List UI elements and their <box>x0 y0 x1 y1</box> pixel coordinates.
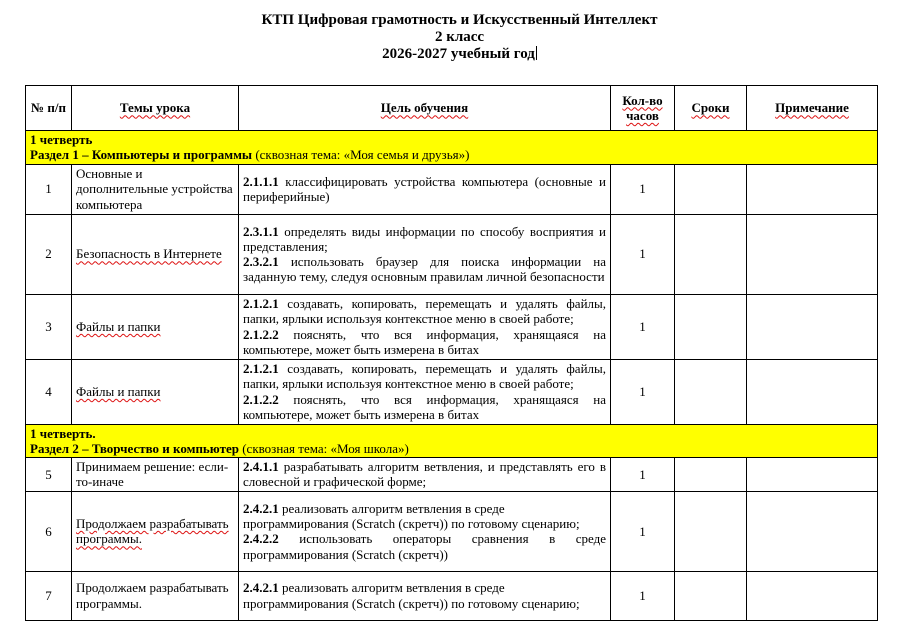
goal-text: использовать операторы сравнения в среде программирования (Scratch (скретч)) <box>243 531 606 562</box>
goal-code: 2.1.2.1 <box>243 361 279 376</box>
goal-item <box>243 580 606 611</box>
col-header-dates <box>675 86 747 131</box>
goal-text: разрабатывать алгоритм ветвления, и представлять его в словесной и графической форме; <box>243 459 607 490</box>
lesson-hours: 1 <box>611 359 675 424</box>
lesson-goal <box>239 294 611 359</box>
lesson-hours: 1 <box>611 164 675 214</box>
section-quarter: 1 четверть <box>30 132 93 147</box>
lesson-hours: 1 <box>611 491 675 571</box>
lesson-topic-text: Файлы и папки <box>76 383 161 399</box>
lesson-note[interactable] <box>747 214 878 294</box>
lesson-topic <box>72 491 239 571</box>
lesson-plan-table <box>25 85 878 621</box>
lesson-hours: 1 <box>611 294 675 359</box>
goal-code: 2.4.2.1 <box>243 500 279 516</box>
goal-item <box>243 296 606 327</box>
section-heading <box>30 441 873 456</box>
goal-text: создавать, копировать, перемещать и удалять файлы, папки, ярлыки используя контекстное меню в своей работе; <box>243 361 607 392</box>
section-row <box>26 424 878 458</box>
row-number: 7 <box>26 571 72 620</box>
goal-text: реализовать алгоритм ветвления в среде программирования (Scratch (скретч)) по готовому сценарию; <box>243 500 580 531</box>
goal-code: 2.1.2.2 <box>243 326 279 342</box>
lesson-dates[interactable] <box>675 491 747 571</box>
document-header <box>0 12 919 63</box>
lesson-dates[interactable] <box>675 294 747 359</box>
lesson-topic: Продолжаем разрабатывать программы. <box>72 571 239 620</box>
goal-code: 2.1.2.2 <box>243 391 279 407</box>
col-header-topic <box>72 86 239 131</box>
col-header-note <box>747 86 878 131</box>
goal-code: 2.4.2.2 <box>243 531 279 547</box>
lesson-hours: 1 <box>611 571 675 620</box>
lesson-goal <box>239 359 611 424</box>
school-year: 2026-2027 учебный год <box>382 46 535 62</box>
goal-text: определять виды информации по способу восприятия и представления; <box>243 223 607 254</box>
col-header-dates-label: Сроки <box>691 100 730 116</box>
section-title: Раздел 1 – Компьютеры и программы <box>30 147 253 163</box>
row-number: 5 <box>26 458 72 492</box>
lesson-note[interactable] <box>747 491 878 571</box>
lesson-hours: 1 <box>611 214 675 294</box>
goal-code: 2.4.1.1 <box>243 459 279 475</box>
lesson-dates[interactable] <box>675 164 747 214</box>
row-number: 4 <box>26 359 72 424</box>
section-row <box>26 131 878 165</box>
section-theme: (сквозная тема: «Моя семья и друзья») <box>255 147 470 163</box>
lesson-note[interactable] <box>747 294 878 359</box>
col-header-topic-label: Темы урока <box>119 100 191 116</box>
row-number: 1 <box>26 164 72 214</box>
goal-text: использовать браузер для поиска информации на заданную тему, следуя основным правилам личной безопасности <box>243 254 607 285</box>
grade-label: 2 класс <box>434 29 485 45</box>
table-row <box>26 458 878 492</box>
lesson-goal <box>239 571 611 620</box>
section-title: Раздел 2 – Творчество и компьютер <box>30 440 239 456</box>
lesson-topic <box>72 214 239 294</box>
col-header-hours-label: Кол-во часов <box>622 92 663 123</box>
goal-code: 2.3.1.1 <box>243 223 279 239</box>
lesson-goal <box>239 214 611 294</box>
goal-code: 2.4.2.1 <box>243 580 279 596</box>
section-cell <box>26 424 878 458</box>
col-header-goal <box>239 86 611 131</box>
lesson-topic: Основные и дополнительные устройства компьютера <box>72 164 239 214</box>
lesson-hours: 1 <box>611 458 675 492</box>
section-quarter: 1 четверть. <box>30 425 96 441</box>
goal-code: 2.1.2.1 <box>243 296 279 311</box>
goal-text: создавать, копировать, перемещать и удалять файлы, папки, ярлыки используя контекстное меню в своей работе; <box>243 296 607 327</box>
lesson-goal <box>239 164 611 214</box>
lesson-topic-text: Безопасность в Интернете <box>76 246 222 262</box>
lesson-note[interactable] <box>747 164 878 214</box>
goal-code: 2.1.1.1 <box>243 173 279 189</box>
table-row <box>26 571 878 620</box>
table-row <box>26 294 878 359</box>
goal-text: классифицировать устройства компьютера (основные и периферийные) <box>243 173 606 205</box>
table-row <box>26 491 878 571</box>
goal-item <box>243 174 606 205</box>
lesson-note[interactable] <box>747 571 878 620</box>
year-line <box>0 46 919 63</box>
row-number: 2 <box>26 214 72 294</box>
section-cell <box>26 131 878 165</box>
lesson-topic: Принимаем решение: если-то-иначе <box>72 458 239 492</box>
section-heading <box>30 147 873 162</box>
table-row <box>26 214 878 294</box>
goal-item <box>243 392 606 423</box>
table-row <box>26 359 878 424</box>
goal-item <box>243 224 606 255</box>
goal-item <box>243 254 606 285</box>
lesson-note[interactable] <box>747 359 878 424</box>
goal-item <box>243 531 606 562</box>
goal-text: пояснять, что вся информация, хранящаяся на компьютере, может быть измерена в битах <box>243 326 607 357</box>
col-header-goal-label: Цель обучения <box>380 100 469 116</box>
lesson-goal <box>239 491 611 571</box>
goal-item <box>243 501 606 532</box>
col-header-hours <box>611 86 675 131</box>
lesson-note[interactable] <box>747 458 878 492</box>
goal-item <box>243 327 606 358</box>
lesson-topic-text: Файлы и папки <box>76 318 161 334</box>
row-number: 3 <box>26 294 72 359</box>
goal-text: пояснять, что вся информация, хранящаяся на компьютере, может быть измерена в битах <box>243 391 607 422</box>
goal-item <box>243 459 606 490</box>
col-header-note-label: Примечание <box>775 100 849 116</box>
goal-text: реализовать алгоритм ветвления в среде программирования (Scratch (скретч)) по готовому сценарию; <box>243 580 580 611</box>
section-theme: (сквозная тема: «Моя школа») <box>242 440 409 456</box>
document-title: КТП Цифровая грамотность и Искусственный Интеллект <box>261 12 658 28</box>
lesson-topic-text: Продолжаем разрабатывать программы. <box>76 515 229 547</box>
col-header-num: № п/п <box>26 86 72 131</box>
text-cursor <box>536 46 537 60</box>
table-header-row <box>26 86 878 131</box>
goal-code: 2.3.2.1 <box>243 254 279 270</box>
lesson-dates[interactable] <box>675 571 747 620</box>
goal-item <box>243 361 606 392</box>
lesson-dates[interactable] <box>675 359 747 424</box>
lesson-dates[interactable] <box>675 214 747 294</box>
lesson-goal <box>239 458 611 492</box>
lesson-topic <box>72 294 239 359</box>
lesson-dates[interactable] <box>675 458 747 492</box>
lesson-topic <box>72 359 239 424</box>
row-number: 6 <box>26 491 72 571</box>
table-row <box>26 164 878 214</box>
